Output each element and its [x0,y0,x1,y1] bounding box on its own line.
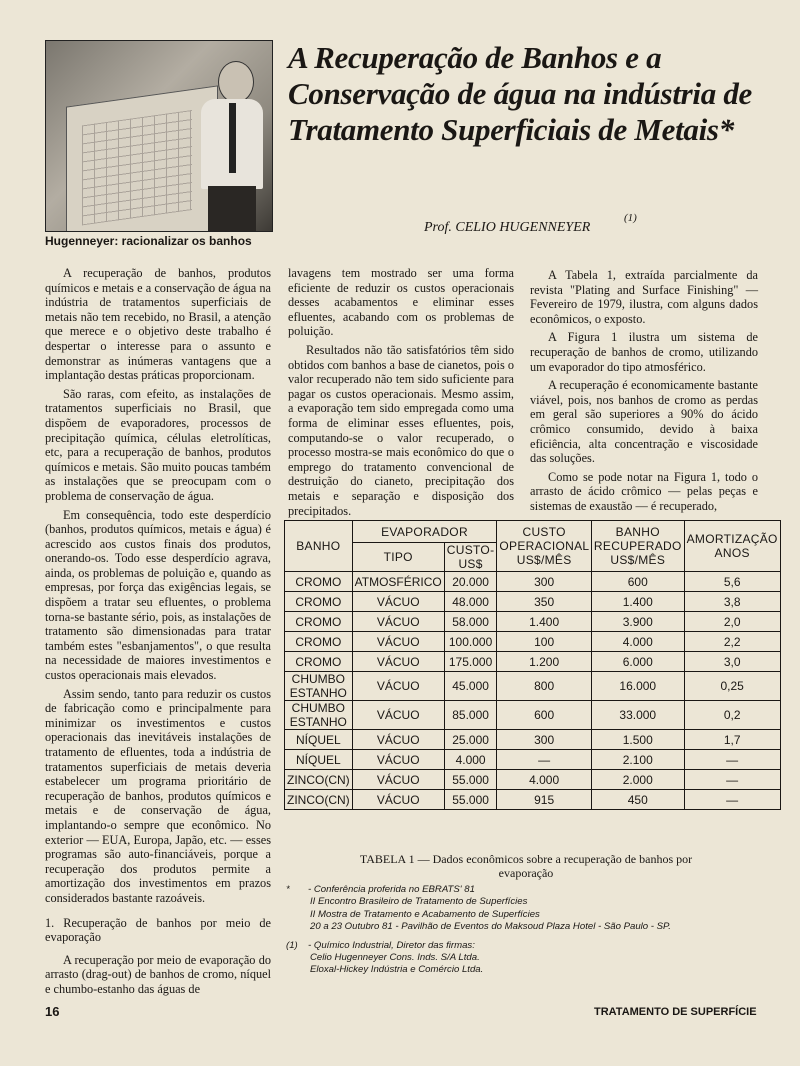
table-cell-custo: 58.000 [444,612,497,632]
paragraph: lavagens tem mostrado ser uma forma eficiente de reduzir os custos operacionais desses acabamentos e eliminar esses efluentes, acabando com os problemas de poluição. [288,266,514,339]
table-cell-operacional: 300 [497,730,592,750]
footnote-line: - Conferência proferida no EBRATS' 81 [308,884,475,895]
running-footer: TRATAMENTO DE SUPERFÍCIE [594,1006,757,1018]
table-row [285,612,781,632]
table-cell-banho: ZINCO(CN) [285,770,353,790]
table-cell-recuperado: 2.100 [591,750,684,770]
photo-caption: Hugenneyer: racionalizar os banhos [45,234,252,248]
table-cell-custo: 25.000 [444,730,497,750]
table-row [285,770,781,790]
table-cell-operacional: 1.400 [497,612,592,632]
paragraph: A recuperação de banhos, produtos químicos e metais e a conservação de água na indústria de tratamentos superficiais de metais não tem recebido, no Brasil, a atenção que merece e o objetivo deste trabalho é despertar o interesse para o assunto e demonstrar as inúmeras vantagens que a implantação destas práticas proporcionam. [45,266,271,383]
paragraph: Como se pode notar na Figura 1, todo o arrasto de ácido crômico — pelas peças e sistemas de exaustão — é recuperado, [530,469,758,513]
table-cell-custo: 100.000 [444,632,497,652]
table-row [285,632,781,652]
table-row [285,750,781,770]
table-cell-tipo: VÁCUO [352,770,444,790]
table-row [285,572,781,592]
text-column-2 [288,266,514,522]
table-cell-amortizacao: 2,2 [684,632,780,652]
table-cell-banho: CROMO [285,592,353,612]
footnote-author [286,940,756,977]
table-cell-custo: 4.000 [444,750,497,770]
table-row [285,592,781,612]
table-body [285,572,781,810]
table-cell-recuperado: 1.400 [591,592,684,612]
paragraph: A Figura 1 ilustra um sistema de recuperação de banhos de cromo, utilizando um evaporador do tipo atmosférico. [530,330,758,374]
table-cell-operacional: 915 [497,790,592,810]
table-cell-tipo: VÁCUO [352,632,444,652]
header-custo: CUSTO-US$ [444,543,497,572]
footnote-mark: * [286,884,290,895]
table-cell-tipo: VÁCUO [352,730,444,750]
table-cell-banho: CROMO [285,612,353,632]
table-cell-operacional: 300 [497,572,592,592]
table-cell-custo: 55.000 [444,770,497,790]
table-cell-recuperado: 450 [591,790,684,810]
article-title: A Recuperação de Banhos e a Conservação de água na indústria de Tratamento Superficiais de Metais* [288,40,753,147]
table-cell-recuperado: 16.000 [591,672,684,701]
table-cell-operacional: 100 [497,632,592,652]
table-cell-custo: 45.000 [444,672,497,701]
table-cell-operacional: 4.000 [497,770,592,790]
paragraph: Em consequência, todo este desperdício (banhos, produtos químicos, metais e água) é acrescido aos custos finais dos produtos, onerando-os. Todo esse desperdício agrava, ainda, os problemas de poluição e, quando as empresas, por força das exigências legais, se dispõem a tratar seu efluentes, o problema torna-se bastante sério, pois, as instalações de tratamento são dimensionadas para tratar também estes "esbanjamentos", o que resulta na necessidade de maiores investimentos e custos operacionais mais elevados. [45,507,271,683]
paragraph: São raras, com efeito, as instalações de tratamentos superficiais no Brasil, que dispõem de evaporadores, processos de precipitação química, células eletrolíticas, etc, para a recuperação de banhos, produtos químicos e metais. São muito poucas também as instalações que se preocupam com o problema de conservação de água. [45,386,271,503]
footnote-line: Celio Hugenneyer Cons. Inds. S/A Ltda. [310,952,480,964]
table-cell-custo: 85.000 [444,701,497,730]
table-cell-recuperado: 6.000 [591,652,684,672]
header-banho-recuperado: BANHO RECUPERADO US$/MÊS [591,521,684,572]
table-cell-tipo: VÁCUO [352,652,444,672]
table-cell-recuperado: 33.000 [591,701,684,730]
table-cell-banho: NÍQUEL [285,750,353,770]
table-cell-amortizacao: 2,0 [684,612,780,632]
text-column-3 [530,268,758,518]
speaker-figure [196,61,266,231]
table-row [285,652,781,672]
author-photo [45,40,273,232]
table-cell-tipo: VÁCUO [352,701,444,730]
page-number: 16 [45,1004,60,1019]
table-cell-amortizacao: 3,8 [684,592,780,612]
header-banho: BANHO [285,521,353,572]
table-cell-amortizacao: 0,25 [684,672,780,701]
table-row [285,730,781,750]
paragraph: A recuperação por meio de evaporação do arrasto (drag-out) de banhos de cromo, níquel e chumbo-estanho das águas de [45,952,271,996]
table-cell-banho: CROMO [285,632,353,652]
table-cell-custo: 48.000 [444,592,497,612]
paragraph: A Tabela 1, extraída parcialmente da revista "Plating and Surface Finishing" — Fevereiro de 1979, ilustra, com alguns dados econômicos, o exposto. [530,268,758,326]
table-caption: TABELA 1 — Dados econômicos sobre a recuperação de banhos por evaporação [359,852,693,880]
table-cell-banho: NÍQUEL [285,730,353,750]
footnote-line: - Químico Industrial, Diretor das firmas: [308,939,475,951]
table-cell-recuperado: 4.000 [591,632,684,652]
table-cell-amortizacao: — [684,790,780,810]
table-cell-operacional: 350 [497,592,592,612]
paragraph: Resultados não tão satisfatórios têm sido obtidos com banhos a base de cianetos, pois o valor recuperado não tem sido suficiente para pagar os custos operacionais. Mesmo assim, a evaporação tem sido empregada como uma forma de eliminar esses efluentes, pois, computando-se o valor recuperado, o processo mostra-se mais econômico do que o emprego do tratamento convencional de destruição do cianeto, precipitação dos metais e separação e disposição dos precipitados. [288,342,514,518]
table-cell-amortizacao: — [684,750,780,770]
table-cell-banho: CROMO [285,572,353,592]
table-cell-banho: CROMO [285,652,353,672]
table-cell-recuperado: 2.000 [591,770,684,790]
author-name: Prof. CELIO HUGENNEYER [424,220,591,235]
table-row [285,701,781,730]
table-cell-tipo: VÁCUO [352,790,444,810]
table-cell-amortizacao: 3,0 [684,652,780,672]
table-cell-tipo: VÁCUO [352,592,444,612]
paragraph: A recuperação é economicamente bastante viável, pois, nos banhos de cromo as perdas em geral são superiores a 90% do ácido crômico consumido, devido à baixa eficiência, alta concentração e viscosidade das soluções. [530,378,758,466]
header-custo-operacional: CUSTO OPERACIONAL US$/MÊS [497,521,592,572]
table-cell-amortizacao: 5,6 [684,572,780,592]
text-column-1 [45,266,271,1001]
footnote-line: Eloxal-Hickey Indústria e Comércio Ltda. [310,964,484,976]
table-cell-amortizacao: — [684,770,780,790]
paragraph: Assim sendo, tanto para reduzir os custos de fabricação como e principalmente para minimizar os investimentos e custos operacionais das inevitáveis instalações de tratamento de efluentes, toda a indústria de tratamentos superficiais de metais deveria estabelecer um programa prioritário de recuperação de banhos, produtos químicos e metais e de conservação de água, implantando-o sempre que econômico. No exterior — EUA, Europa, Japão, etc. — esses programas são auto-financiáveis, porque a recuperação dos produtos permite a amortização dos investimentos em prazos considerados bastante razoáveis. [45,686,271,905]
footnote-line: II Encontro Brasileiro de Tratamento de Superfícies [310,896,528,908]
table-cell-recuperado: 3.900 [591,612,684,632]
table-cell-tipo: ATMOSFÉRICO [352,572,444,592]
table-cell-banho: CHUMBO ESTANHO [285,701,353,730]
table-cell-amortizacao: 1,7 [684,730,780,750]
table-cell-custo: 20.000 [444,572,497,592]
table-cell-recuperado: 1.500 [591,730,684,750]
table-cell-operacional: 1.200 [497,652,592,672]
table-cell-tipo: VÁCUO [352,672,444,701]
economics-table [284,520,781,810]
footnote-line: II Mostra de Tratamento e Acabamento de Superfícies [310,908,540,920]
table-cell-operacional: 800 [497,672,592,701]
footnotes [286,884,756,983]
table-cell-custo: 175.000 [444,652,497,672]
table-cell-operacional: — [497,750,592,770]
table-cell-amortizacao: 0,2 [684,701,780,730]
header-tipo: TIPO [352,543,444,572]
section-heading: 1. Recuperação de banhos por meio de evaporação [45,915,271,945]
table-cell-banho: ZINCO(CN) [285,790,353,810]
table-row [285,790,781,810]
footnote-mark: (1) [286,939,298,951]
table-cell-recuperado: 600 [591,572,684,592]
table-cell-banho: CHUMBO ESTANHO [285,672,353,701]
table-cell-tipo: VÁCUO [352,750,444,770]
header-amortizacao: AMORTIZAÇÃO ANOS [684,521,780,572]
table-cell-tipo: VÁCUO [352,612,444,632]
table-cell-operacional: 600 [497,701,592,730]
footnote-conference [286,884,756,934]
table-cell-custo: 55.000 [444,790,497,810]
author-note-marker: (1) [624,212,637,224]
header-evaporador: EVAPORADOR [352,521,497,543]
table-row [285,672,781,701]
footnote-line: 20 a 23 Outubro 81 - Pavilhão de Eventos do Maksoud Plaza Hotel - São Paulo - SP. [310,921,671,933]
